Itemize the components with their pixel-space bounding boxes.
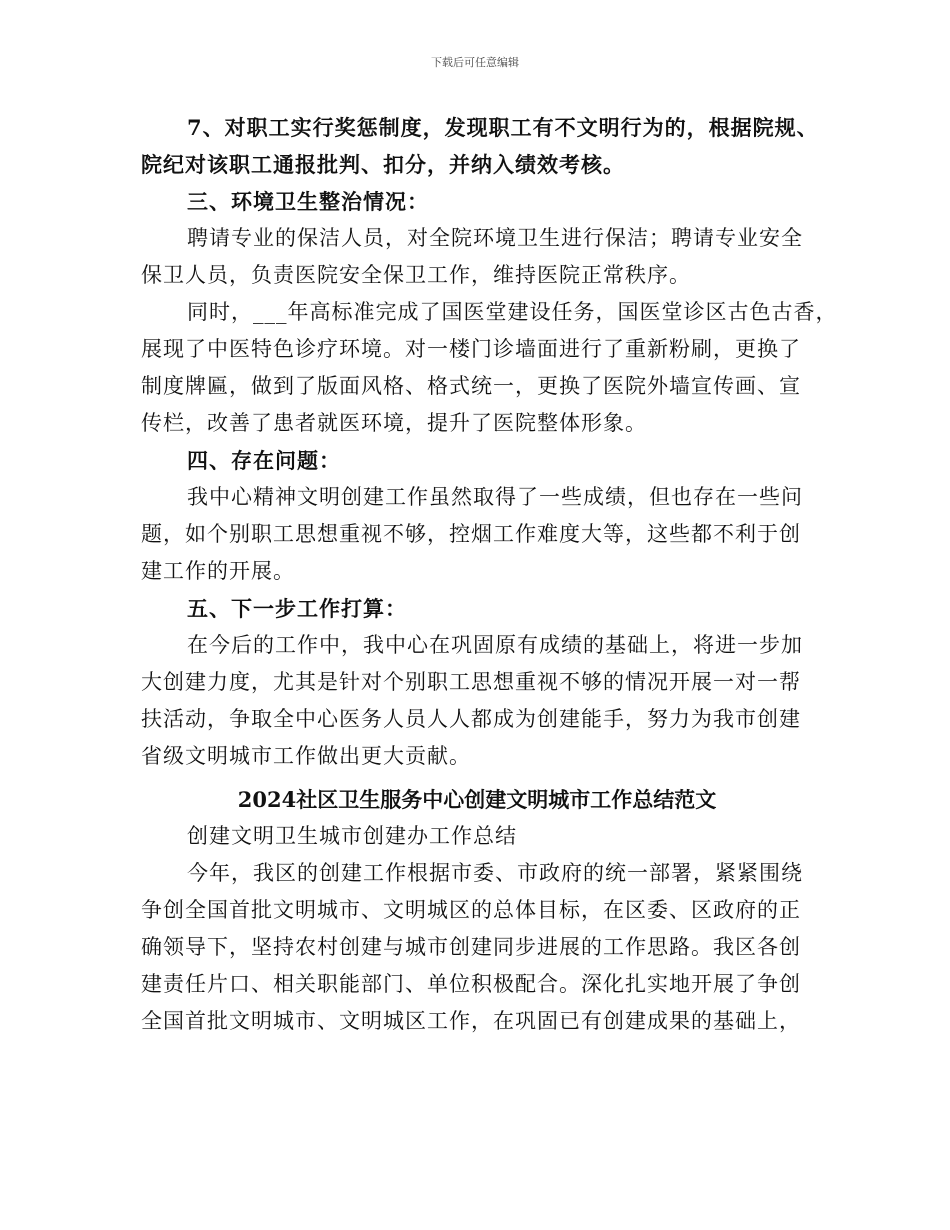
heading-line: 三、环境卫生整治情况： — [187, 189, 429, 214]
paragraph-line: 大创建力度，尤其是针对个别职工思想重视不够的情况开展一对一帮 — [141, 670, 801, 694]
paragraph-line: 同时，___年高标准完成了国医堂建设任务，国医堂诊区古色古香， — [187, 300, 838, 324]
paragraph-line: 创建文明卫生城市创建办工作总结 — [187, 824, 517, 848]
paragraph-line: 扶活动，争取全中心医务人员人人都成为创建能手，努力为我市创建 — [141, 707, 801, 731]
heading-line: 7、对职工实行奖惩制度，发现职工有不文明行为的，根据院规、 — [187, 115, 819, 140]
paragraph-line: 制度牌匾，做到了版面风格、格式统一，更换了医院外墙宣传画、宣 — [141, 374, 801, 398]
paragraph-line: 题，如个别职工思想重视不够，控烟工作难度大等，这些都不利于创 — [141, 522, 801, 546]
paragraph-line: 展现了中医特色诊疗环境。对一楼门诊墙面进行了重新粉刷，更换了 — [141, 337, 801, 361]
paragraph-line: 我中心精神文明创建工作虽然取得了一些成绩，但也存在一些问 — [187, 485, 803, 509]
summary-text-block — [141, 818, 813, 1040]
document-title: 2024社区卫生服务中心创建文明城市工作总结范文 — [237, 787, 717, 812]
paragraph-line: 今年，我区的创建工作根据市委、市政府的统一部署，紧紧围绕 — [187, 861, 803, 885]
paragraph-line: 争创全国首批文明城市、文明城区的总体目标，在区委、区政府的正 — [141, 898, 801, 922]
paragraph-line: 建工作的开展。 — [141, 559, 295, 583]
paragraph-line: 在今后的工作中，我中心在巩固原有成绩的基础上，将进一步加 — [187, 633, 803, 657]
document-body — [141, 109, 838, 1040]
page-header-note: 下载后可任意编辑 — [431, 56, 519, 69]
paragraph-line: 聘请专业的保洁人员，对全院环境卫生进行保洁；聘请专业安全 — [187, 226, 803, 250]
heading-line: 五、下一步工作打算： — [187, 596, 407, 621]
heading-line: 院纪对该职工通报批判、扣分，并纳入绩效考核。 — [141, 152, 625, 177]
paragraph-line: 保卫人员，负责医院安全保卫工作，维持医院正常秩序。 — [141, 263, 691, 287]
heading-line: 四、存在问题： — [187, 448, 341, 473]
paragraph-line: 传栏，改善了患者就医环境，提升了医院整体形象。 — [141, 411, 647, 435]
paragraph-line: 确领导下，坚持农村创建与城市创建同步进展的工作思路。我区各创 — [141, 935, 801, 959]
paragraph-line: 省级文明城市工作做出更大贡献。 — [141, 744, 471, 768]
section-text-block — [141, 109, 838, 775]
paragraph-line: 全国首批文明城市、文明城区工作，在巩固已有创建成果的基础上， — [141, 1009, 801, 1033]
paragraph-line: 建责任片口、相关职能部门、单位积极配合。深化扎实地开展了争创 — [141, 972, 801, 996]
